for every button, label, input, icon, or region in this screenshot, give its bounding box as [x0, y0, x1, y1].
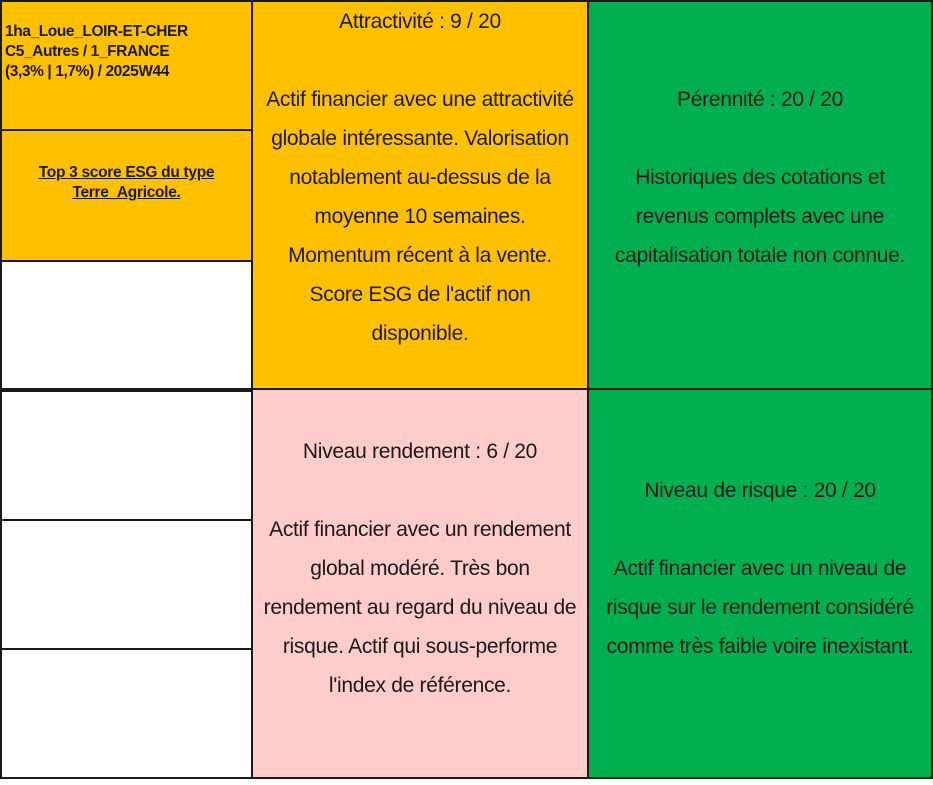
rendement-title: Niveau rendement : 6 / 20	[302, 440, 538, 463]
rendement-desc: Actif financier avec un rendement global modéré. Très bon rendement au regard du niveau de risque. Actif qui sous-performe l'index de référence.	[263, 518, 577, 697]
asset-category: C5_Autres / 1_FRANCE	[5, 43, 170, 60]
attractivite-desc: Actif financier avec une attractivité globale intéressante. Valorisation notablement au-dessus de la moyenne 10 semaines. Momentum récent à la vente. Score ESG de l'actif non disponible.	[266, 88, 574, 345]
asset-id-cell	[0, 0, 253, 131]
empty-cell-4	[0, 648, 253, 779]
top3-esg-cell	[0, 129, 253, 262]
risque-cell	[587, 388, 933, 779]
top3-line1: Top 3 score ESG du type	[38, 164, 215, 181]
risque-desc: Actif financier avec un niveau de risque sur le rendement considéré comme très faible voire inexistant.	[606, 557, 914, 658]
top3-line2: Terre_Agricole.	[72, 184, 181, 201]
risque-title: Niveau de risque : 20 / 20	[644, 479, 876, 502]
empty-cell-2	[0, 390, 253, 521]
top3-esg-link[interactable]	[39, 163, 214, 203]
asset-weights-period: (3,3% | 1,7%) / 2025W44	[5, 63, 170, 80]
empty-cell-3	[0, 519, 253, 650]
perennite-desc: Historiques des cotations et revenus complets avec une capitalisation totale non connue.	[614, 166, 906, 267]
asset-name: 1ha_Loue_LOIR-ET-CHER	[5, 23, 188, 40]
empty-cell-1	[0, 260, 253, 390]
perennite-title: Pérennité : 20 / 20	[677, 88, 843, 111]
attractivite-cell	[251, 0, 589, 390]
perennite-cell	[587, 0, 933, 390]
attractivite-title: Attractivité : 9 / 20	[339, 10, 501, 33]
rendement-cell	[251, 388, 589, 779]
